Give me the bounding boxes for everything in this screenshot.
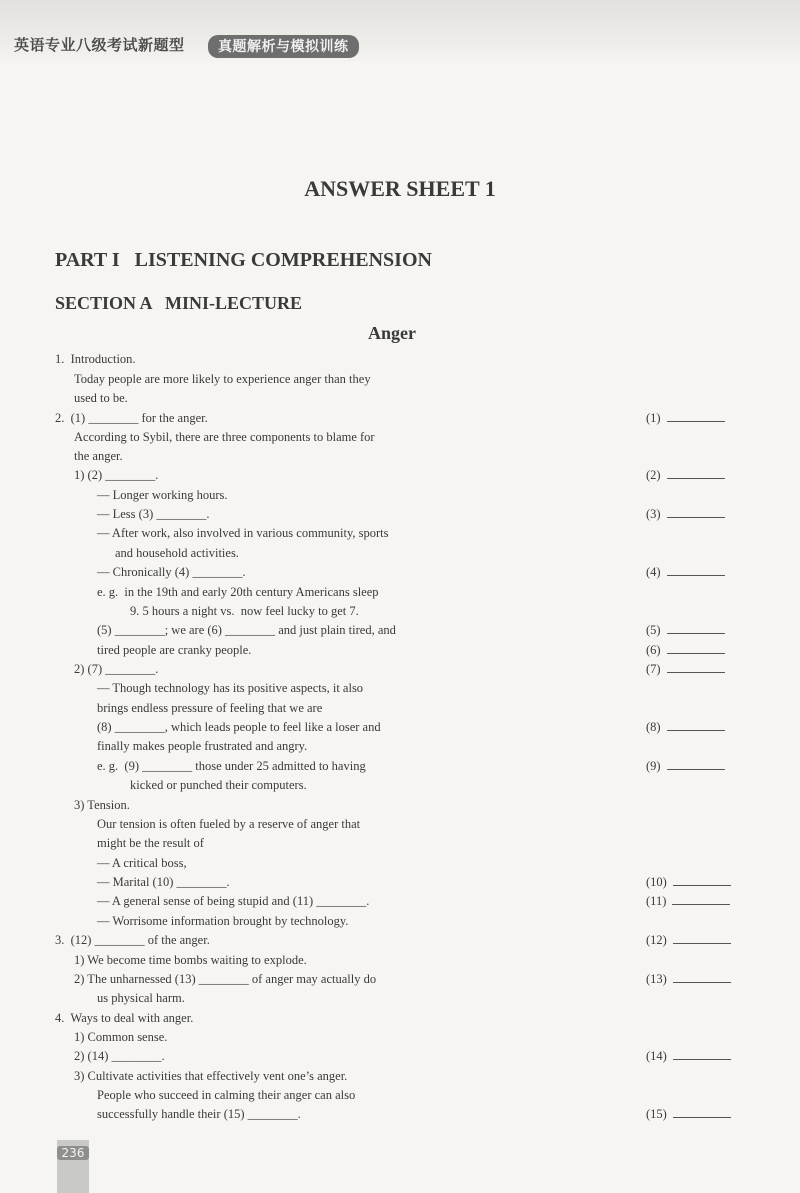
outline-line: 1. Introduction. bbox=[55, 352, 136, 366]
answer-slot[interactable] bbox=[646, 642, 725, 658]
answer-slot[interactable] bbox=[646, 874, 731, 890]
outline-line: 1) (2) ________. bbox=[74, 468, 159, 482]
answer-blank[interactable] bbox=[667, 759, 725, 770]
section-title: SECTION A MINI-LECTURE bbox=[55, 293, 303, 313]
answer-slot[interactable] bbox=[646, 467, 725, 483]
answer-slot[interactable] bbox=[646, 661, 725, 677]
outline-line: 3) Tension. bbox=[74, 798, 130, 812]
answer-blank[interactable] bbox=[673, 933, 731, 944]
outline-line: Our tension is often fueled by a reserve of anger that bbox=[97, 817, 361, 831]
outline-line: the anger. bbox=[74, 449, 123, 463]
outline-line: — A general sense of being stupid and (11) ________. bbox=[97, 894, 370, 908]
outline-line: (8) ________, which leads people to feel like a loser and bbox=[97, 720, 381, 734]
answer-blank[interactable] bbox=[667, 507, 725, 518]
answer-blank[interactable] bbox=[673, 972, 731, 983]
outline-line: — Worrisome information brought by technology. bbox=[97, 914, 349, 928]
outline-line: 2. (1) ________ for the anger. bbox=[55, 411, 208, 425]
book-title: 英语专业八级考试新题型 bbox=[14, 36, 185, 54]
outline-line: — Chronically (4) ________. bbox=[97, 565, 246, 579]
answer-blank[interactable] bbox=[673, 875, 731, 886]
outline-line: 4. Ways to deal with anger. bbox=[55, 1011, 194, 1025]
outline-line: 2) (14) ________. bbox=[74, 1049, 165, 1063]
answer-label: (5) bbox=[646, 623, 661, 637]
answer-blank[interactable] bbox=[667, 565, 725, 576]
answer-label: (6) bbox=[646, 643, 661, 657]
answer-label: (9) bbox=[646, 759, 661, 773]
outline-line: (5) ________; we are (6) ________ and just plain tired, and bbox=[97, 623, 396, 637]
outline-line: Today people are more likely to experience anger than they bbox=[74, 372, 371, 386]
outline-line: — Less (3) ________. bbox=[97, 507, 210, 521]
outline-line: People who succeed in calming their anger can also bbox=[97, 1088, 356, 1102]
answer-slot[interactable] bbox=[646, 932, 731, 948]
answer-label: (12) bbox=[646, 933, 667, 947]
outline-line: and household activities. bbox=[115, 546, 239, 560]
answer-slot[interactable] bbox=[646, 410, 725, 426]
answer-blank[interactable] bbox=[667, 643, 725, 654]
outline-line: 2) The unharnessed (13) ________ of anger may actually do bbox=[74, 972, 377, 986]
outline-line: — Though technology has its positive aspects, it also bbox=[97, 681, 364, 695]
answer-label: (7) bbox=[646, 662, 661, 676]
answer-label: (10) bbox=[646, 875, 667, 889]
outline-line: 1) We become time bombs waiting to explode. bbox=[74, 953, 307, 967]
outline-line: kicked or punched their computers. bbox=[130, 778, 307, 792]
outline-line: 3) Cultivate activities that effectively vent one’s anger. bbox=[74, 1069, 348, 1083]
outline-line: 3. (12) ________ of the anger. bbox=[55, 933, 210, 947]
sheet-title: ANSWER SHEET 1 bbox=[304, 176, 496, 201]
outline-line: us physical harm. bbox=[97, 991, 185, 1005]
answer-slot[interactable] bbox=[646, 1048, 731, 1064]
answer-blank[interactable] bbox=[667, 662, 725, 673]
topic-title: Anger bbox=[368, 323, 416, 343]
answer-label: (1) bbox=[646, 411, 661, 425]
answer-label: (8) bbox=[646, 720, 661, 734]
answer-blank[interactable] bbox=[667, 720, 725, 731]
outline-line: 1) Common sense. bbox=[74, 1030, 168, 1044]
outline-line: used to be. bbox=[74, 391, 128, 405]
outline-line: brings endless pressure of feeling that we are bbox=[97, 701, 323, 715]
outline-line: might be the result of bbox=[97, 836, 204, 850]
answer-blank[interactable] bbox=[672, 894, 730, 905]
outline-line: 9. 5 hours a night vs. now feel lucky to get 7. bbox=[130, 604, 359, 618]
answer-slot[interactable] bbox=[646, 971, 731, 987]
answer-blank[interactable] bbox=[673, 1049, 731, 1060]
outline-line: successfully handle their (15) ________. bbox=[97, 1107, 301, 1121]
answer-slot[interactable] bbox=[646, 893, 730, 909]
answer-label: (2) bbox=[646, 468, 661, 482]
outline-line: — Longer working hours. bbox=[97, 488, 228, 502]
outline-line: — Marital (10) ________. bbox=[97, 875, 230, 889]
answer-label: (15) bbox=[646, 1107, 667, 1121]
answer-slot[interactable] bbox=[646, 506, 725, 522]
answer-label: (11) bbox=[646, 894, 667, 908]
answer-slot[interactable] bbox=[646, 1106, 731, 1122]
outline-line: — After work, also involved in various community, sports bbox=[97, 526, 389, 540]
answer-blank[interactable] bbox=[667, 468, 725, 479]
outline-line: According to Sybil, there are three components to blame for bbox=[74, 430, 375, 444]
outline-line: e. g. in the 19th and early 20th century Americans sleep bbox=[97, 585, 379, 599]
answer-label: (4) bbox=[646, 565, 661, 579]
answer-blank[interactable] bbox=[673, 1107, 731, 1118]
answer-blank[interactable] bbox=[667, 623, 725, 634]
answer-slot[interactable] bbox=[646, 758, 725, 774]
answer-label: (13) bbox=[646, 972, 667, 986]
outline-line: 2) (7) ________. bbox=[74, 662, 159, 676]
answer-slot[interactable] bbox=[646, 719, 725, 735]
answer-label: (3) bbox=[646, 507, 661, 521]
answer-slot[interactable] bbox=[646, 564, 725, 580]
answer-slot[interactable] bbox=[646, 622, 725, 638]
outline-line: e. g. (9) ________ those under 25 admitted to having bbox=[97, 759, 366, 773]
page-number: 236 bbox=[57, 1146, 89, 1160]
answer-label: (14) bbox=[646, 1049, 667, 1063]
outline-line: finally makes people frustrated and angry. bbox=[97, 739, 308, 753]
part-title: PART I LISTENING COMPREHENSION bbox=[55, 249, 432, 271]
outline-line: — A critical boss, bbox=[97, 856, 187, 870]
outline-line: tired people are cranky people. bbox=[97, 643, 252, 657]
book-subtitle-badge: 真题解析与模拟训练 bbox=[208, 35, 359, 58]
answer-blank[interactable] bbox=[667, 411, 725, 422]
